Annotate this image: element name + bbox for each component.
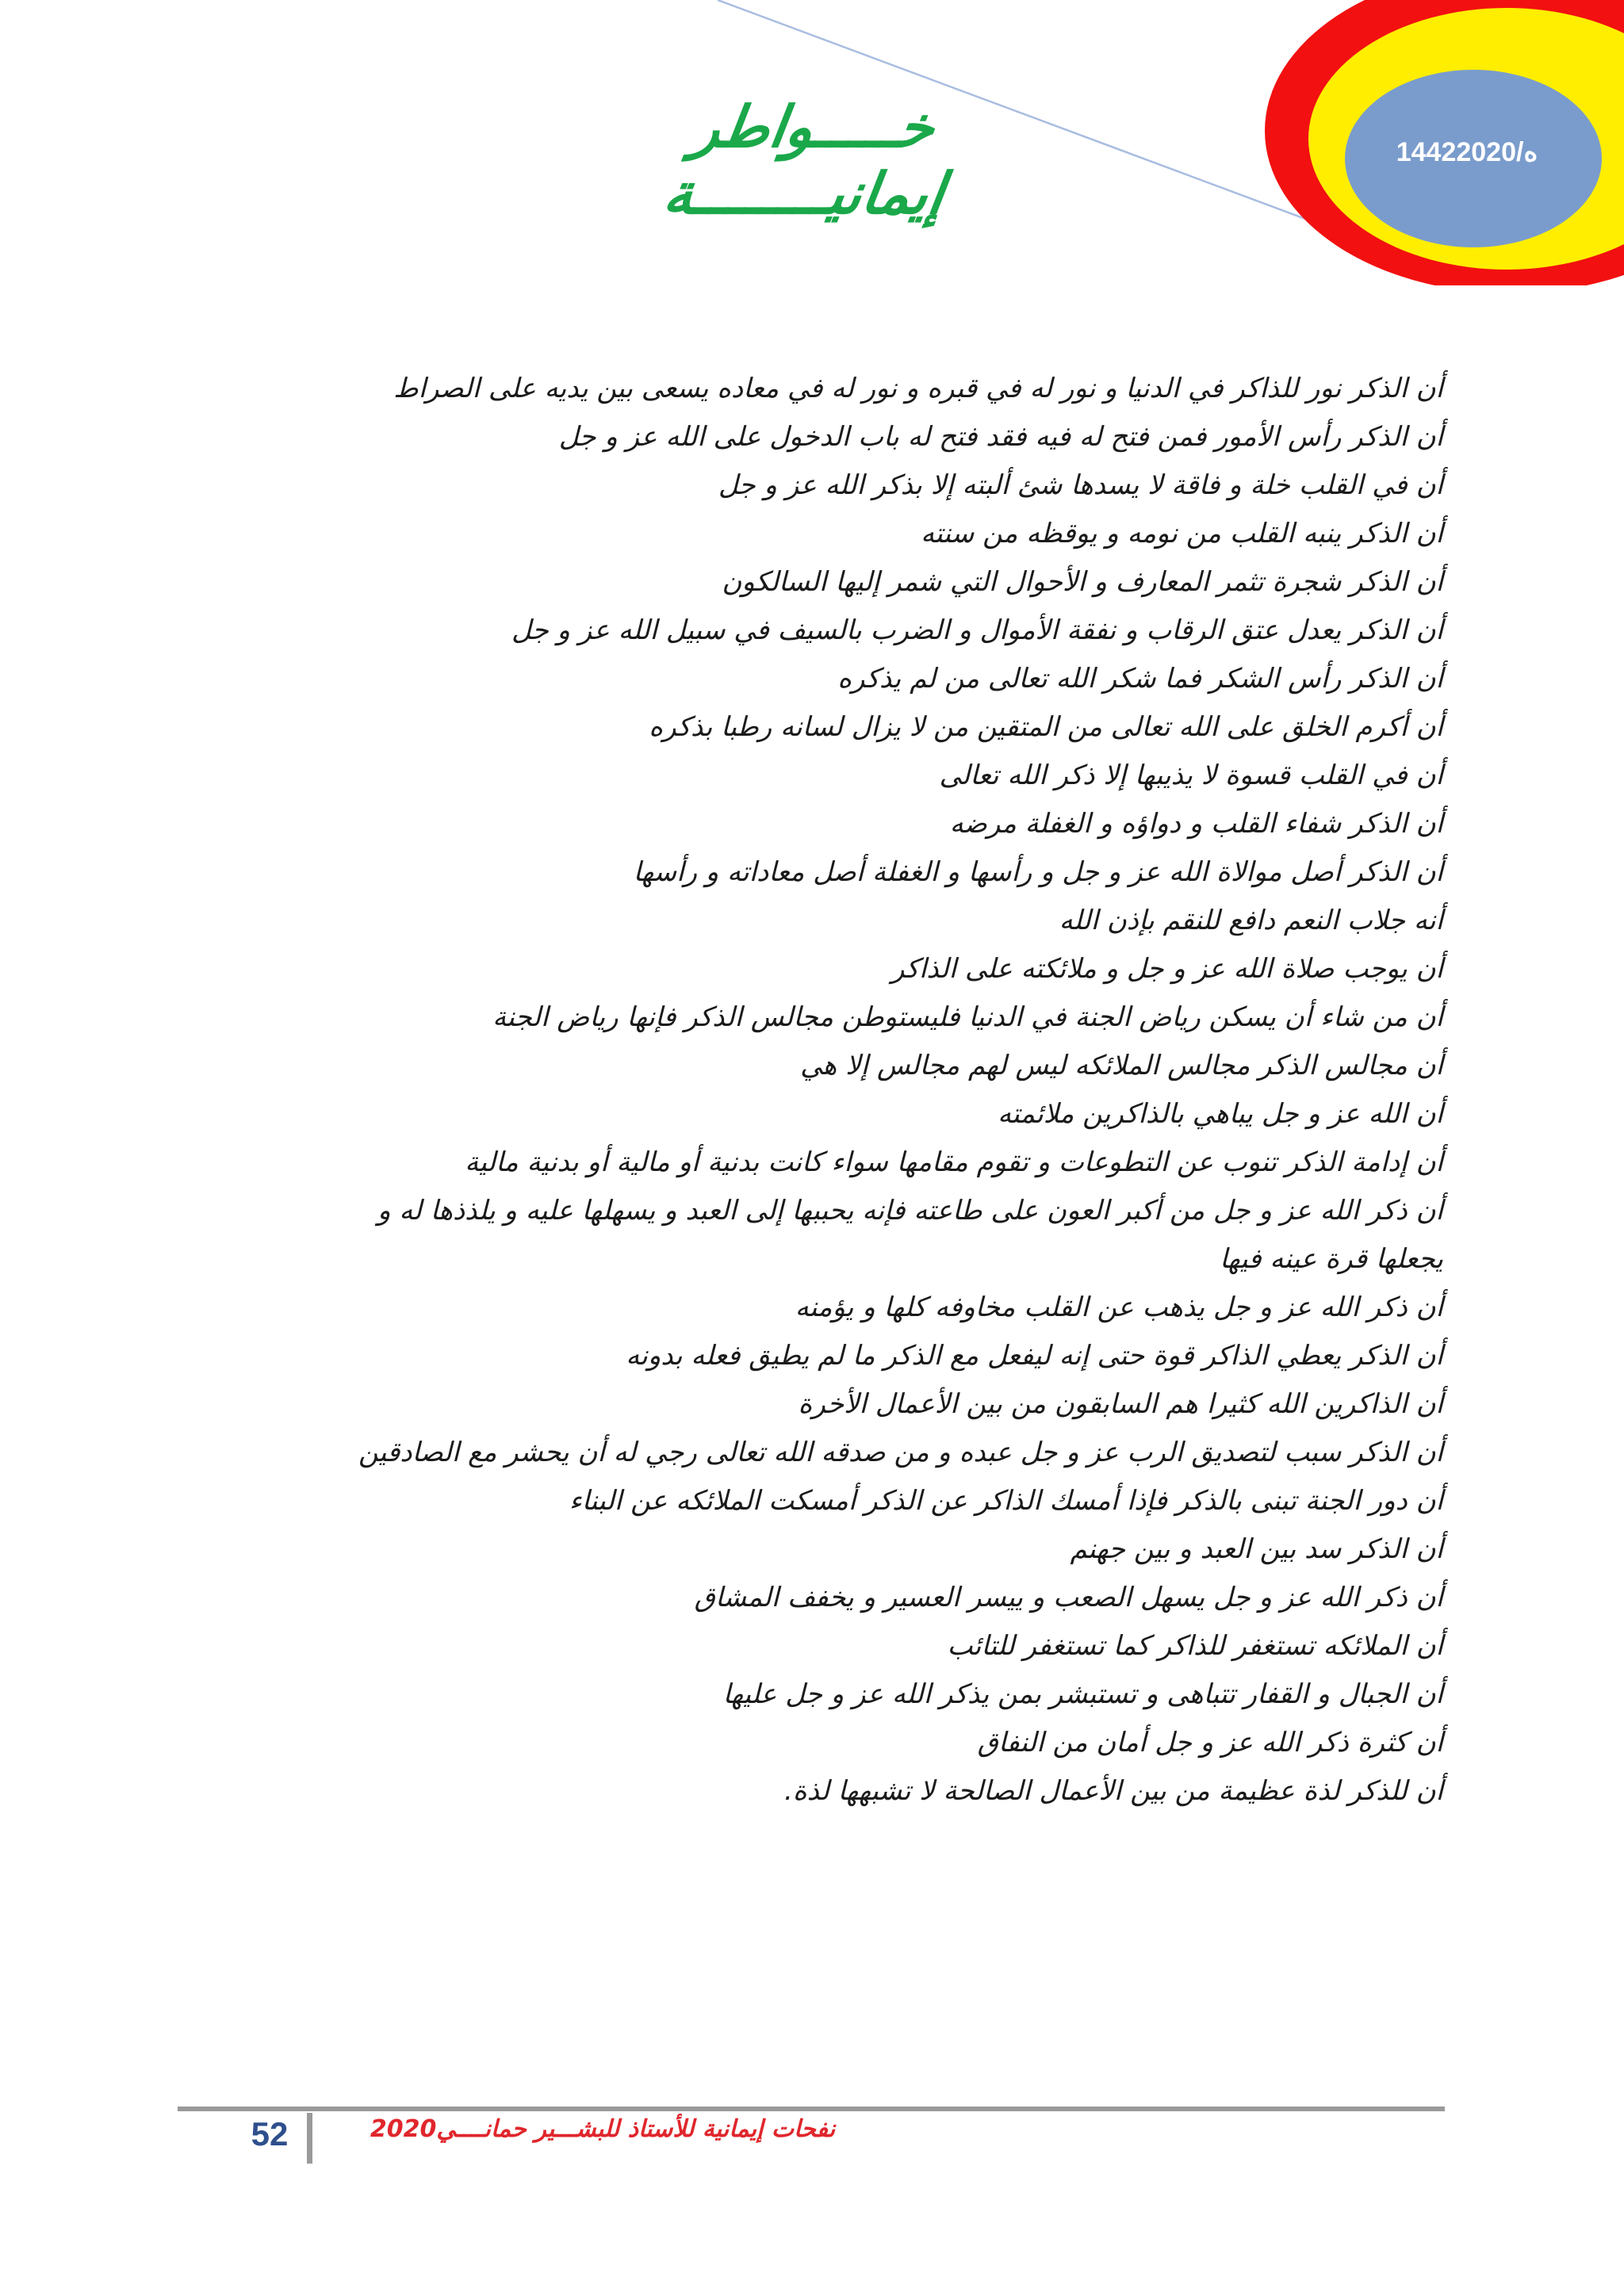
text-line: أن ذكر الله عز و جل يسهل الصعب و ييسر العسير و يخفف المشاق (694, 1582, 1443, 1613)
text-line: أن الذاكرين الله كثيرا هم السابقون من بين الأعمال الأخرة (798, 1388, 1443, 1420)
main-text (238, 365, 1443, 1816)
text-line: أن ذكر الله عز و جل يذهب عن القلب مخاوفه كلها و يؤمنه (795, 1292, 1443, 1323)
text-line: أن الذكر رأس الشكر فما شكر الله تعالى من لم يذكره (837, 663, 1443, 695)
text-line: أن في القلب قسوة لا يذيبها إلا ذكر الله تعالى (939, 760, 1443, 791)
text-line: أن إدامة الذكر تنوب عن التطوعات و تقوم مقامها سواء كانت بدنية أو مالية أو بدنية مالية (465, 1146, 1443, 1178)
footer-credit: نفحات إيمانية للأستاذ للبشـــير حمانــــي2020 (370, 2115, 836, 2143)
page-number: 52 (251, 2115, 289, 2152)
text-line: أن في القلب خلة و فاقة لا يسدها شئ ألبته إلا بذكر الله عز و جل (718, 469, 1443, 501)
text-line: أن يوجب صلاة الله عز و جل و ملائكته على الذاكر (891, 953, 1443, 985)
text-line: أن الذكر ينبه القلب من نومه و يوقظه من سنته (921, 518, 1443, 549)
text-line: أن الذكر نور للذاكر في الدنيا و نور له في قبره و نور له في معاده يسعى بين يديه على الصراط (393, 373, 1443, 404)
text-line: أن أكرم الخلق على الله تعالى من المتقين من لا يزال لسانه رطبا بذكره (649, 711, 1443, 743)
page-title: خـــــواطر إيمانيــــــــة (659, 94, 949, 227)
text-line: أن الذكر سبب لتصديق الرب عز و جل عبده و من صدقه الله تعالى رجي له أن يحشر مع الصادقين (358, 1437, 1443, 1468)
text-line: أن الذكر رأس الأمور فمن فتح له فيه فقد فتح له باب الدخول على الله عز و جل (558, 421, 1443, 453)
text-line: أن الذكر شجرة تثمر المعارف و الأحوال التي شمر إليها السالكون (722, 566, 1443, 598)
year-badge: 1442ه/2020 (1396, 137, 1538, 167)
text-line: أن دور الجنة تبنى بالذكر فإذا أمسك الذاكر عن الذكر أمسكت الملائكه عن البناء (569, 1485, 1443, 1517)
text-line: أن الله عز و جل يباهي بالذاكرين ملائمته (998, 1098, 1443, 1130)
text-line: أن الجبال و القفار تتباهى و تستبشر بمن يذكر الله عز و جل عليها (722, 1678, 1443, 1710)
text-line: أن الملائكه تستغفر للذاكر كما تستغفر للتائب (947, 1630, 1443, 1662)
text-line: أن الذكر يعدل عتق الرقاب و نفقة الأموال و الضرب بالسيف في سبيل الله عز و جل (511, 614, 1443, 646)
footer-separator (307, 2113, 312, 2164)
text-line: أن من شاء أن يسكن رياض الجنة في الدنيا فليستوطن مجالس الذكر فإنها رياض الجنة (492, 1001, 1443, 1033)
text-line: أن ذكر الله عز و جل من أكبر العون على طاعته فإنه يحببها إلى العبد و يسهلها عليه و يلذذها له و (377, 1195, 1443, 1226)
footer-divider (178, 2107, 1445, 2111)
text-line: يجعلها قرة عينه فيها (1220, 1243, 1443, 1275)
text-line: أن الذكر سد بين العبد و بين جهنم (1070, 1533, 1443, 1565)
text-line: أن الذكر أصل موالاة الله عز و جل و رأسها و الغفلة أصل معاداته و رأسها (633, 856, 1443, 888)
text-line: أن الذكر يعطي الذاكر قوة حتى إنه ليفعل مع الذكر ما لم يطيق فعله بدونه (626, 1340, 1443, 1372)
text-line: أن للذكر لذة عظيمة من بين الأعمال الصالحة لا تشبهها لذة. (784, 1775, 1443, 1807)
text-line: أنه جلاب النعم دافع للنقم بإذن الله (1059, 905, 1443, 936)
text-line: أن الذكر شفاء القلب و دواؤه و الغفلة مرضه (949, 808, 1443, 840)
text-line: أن مجالس الذكر مجالس الملائكه ليس لهم مجالس إلا هي (800, 1050, 1443, 1081)
text-line: أن كثرة ذكر الله عز و جل أمان من النفاق (977, 1727, 1443, 1758)
